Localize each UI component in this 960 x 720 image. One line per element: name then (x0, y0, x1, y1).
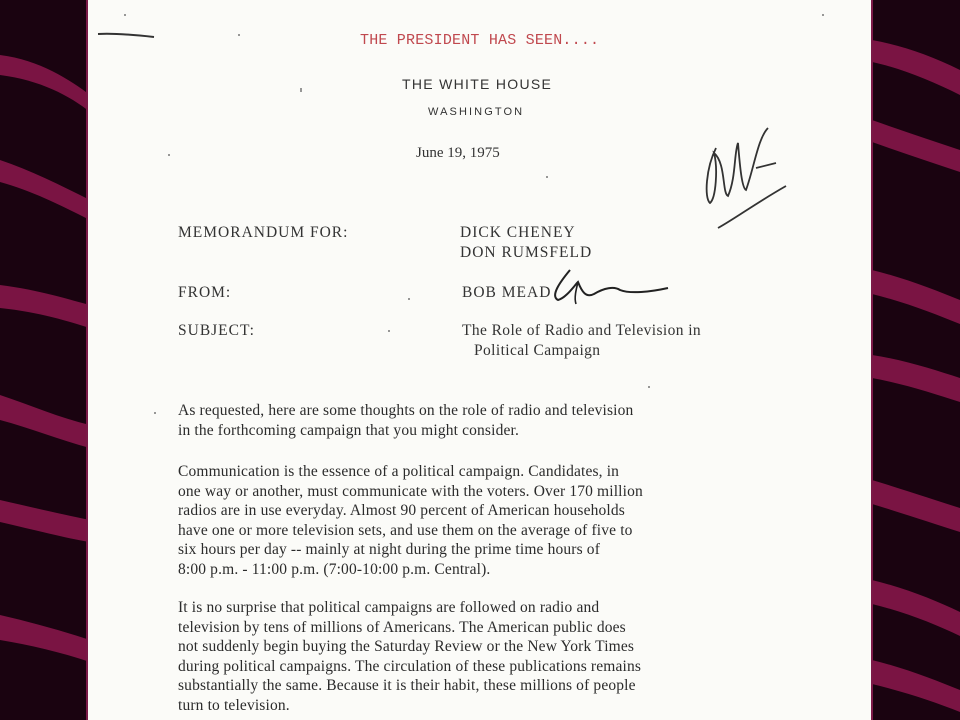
paragraph-line: one way or another, must communicate with the voters. Over 170 million (178, 482, 643, 500)
paragraph-line: not suddenly begin buying the Saturday Review or the New York Times (178, 638, 635, 655)
memo-subject-line-1: The Role of Radio and Television in (462, 322, 702, 339)
scan-speck (168, 154, 170, 156)
paragraph-line: It is no surprise that political campaigns are followed on radio and (178, 599, 600, 616)
scan-speck (154, 412, 156, 414)
scan-speck (300, 88, 302, 90)
scan-speck (388, 330, 390, 332)
body-paragraph-2 (178, 462, 643, 579)
paragraph-line: have one or more television sets, and use them on the average of five to (178, 521, 633, 539)
memo-date: June 19, 1975 (416, 145, 500, 161)
scan-speck (408, 298, 410, 300)
president-has-seen-stamp: THE PRESIDENT HAS SEEN.... (360, 32, 600, 49)
memo-subject-line-2: Political Campaign (474, 342, 601, 359)
handwritten-initials-graphic (696, 108, 796, 248)
paragraph-line: radios are in use everyday. Almost 90 percent of American households (178, 502, 625, 519)
paragraph-line: television by tens of millions of Americans. The American public does (178, 618, 626, 636)
scan-speck (546, 176, 548, 178)
paragraph-line: As requested, here are some thoughts on the role of radio and television (178, 402, 634, 419)
memo-from-label: FROM: (178, 284, 232, 301)
memo-from-name: BOB MEAD (462, 284, 552, 301)
memo-for-label: MEMORANDUM FOR: (178, 224, 349, 241)
scan-speck (822, 14, 824, 16)
memo-for-name-2: DON RUMSFELD (460, 244, 593, 261)
memo-subject-label: SUBJECT: (178, 322, 255, 339)
memo-document (86, 0, 873, 720)
signature-graphic (540, 262, 670, 312)
paragraph-line: turn to television. (178, 696, 290, 714)
letterhead-title: THE WHITE HOUSE (402, 76, 553, 92)
paragraph-line: six hours per day -- mainly at night during the prime time hours of (178, 541, 601, 558)
scan-speck (124, 14, 126, 16)
paragraph-line: in the forthcoming campaign that you might consider. (178, 421, 519, 439)
letterhead-city: WASHINGTON (428, 106, 525, 118)
body-paragraph-1 (178, 401, 633, 440)
scan-speck (300, 90, 302, 92)
pen-mark-graphic (96, 28, 156, 42)
paragraph-line: 8:00 p.m. - 11:00 p.m. (7:00-10:00 p.m. Central). (178, 560, 491, 578)
paragraph-line: substantially the same. Because it is their habit, these millions of people (178, 677, 636, 694)
body-paragraph-3 (178, 598, 641, 715)
paragraph-line: Communication is the essence of a political campaign. Candidates, in (178, 463, 620, 480)
scan-speck (648, 386, 650, 388)
paragraph-line: during political campaigns. The circulation of these publications remains (178, 657, 642, 675)
memo-for-name-1: DICK CHENEY (460, 224, 576, 241)
scan-speck (238, 34, 240, 36)
